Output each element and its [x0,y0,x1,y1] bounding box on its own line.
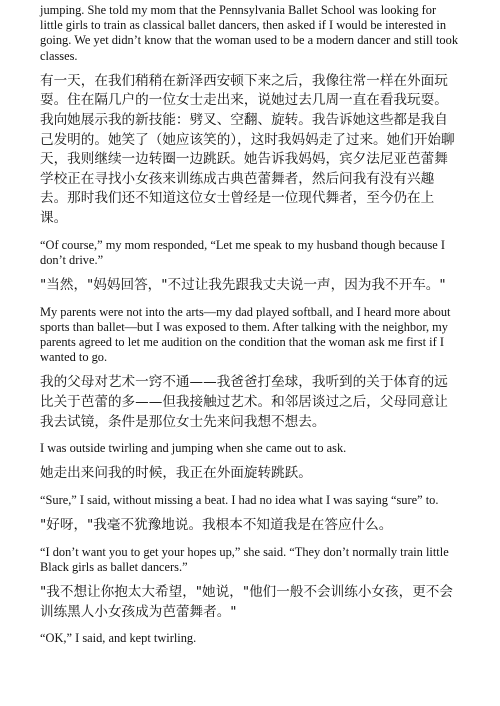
paragraph-chinese: 我的父母对艺术一窍不通——我爸爸打垒球，我听到的关于体育的远比关于芭蕾的多——但我接触过艺术。和邻居谈过之后，父母同意让我去试镜，条件是那位女士先来问我想不想去。 [40,374,448,430]
paragraph-chinese: "我不想让你抱太大希望，"她说，"他们一般不会训练小女孩，更不会训练黑人小女孩成为芭蕾舞者。" [40,584,453,620]
paragraph-chinese: "好呀，"我毫不犹豫地说。我根本不知道我是在答应什么。 [40,517,393,534]
paragraph-english: “Sure,” I said, without missing a beat. I had no idea what I was saying “sure” to. [40,492,439,507]
paragraph-english: My parents were not into the arts—my dad played softball, and I heard more about sports than ballet—but I was exposed to them. After talking with the neighbor, my parents agreed to let me audition on the condition that the woman ask me first if I wanted to go. [40,304,451,365]
paragraph-chinese: "当然，"妈妈回答，"不过让我先跟我丈夫说一声，因为我不开车。" [40,276,446,293]
paragraph-chinese: 有一天，在我们稍稍在新泽西安顿下来之后，我像往常一样在外面玩耍。住在隔几户的一位女士走出来，说她过去几周一直在看我玩耍。我向她展示我的新技能：劈叉、空翻、旋转。我告诉她这些都是我自己发明的。她笑了（她应该笑的），这时我妈妈走了过来。她们开始聊天，我则继续一边转圈一边跳跃。她告诉我妈妈，宾夕法尼亚芭蕾舞学校正在寻找小女孩来训练成古典芭蕾舞者，然后问我有没有兴趣去。那时我们还不知道这位女士曾经是一位现代舞者，至今仍在上课。 [40,72,455,226]
paragraph-english: “I don’t want you to get your hopes up,” she said. “They don’t normally train little Black girls as ballet dancers.” [40,544,449,574]
paragraph-chinese: 她走出来问我的时候，我正在外面旋转跳跃。 [40,465,312,482]
paragraph-english: “OK,” I said, and kept twirling. [40,631,197,646]
paragraph-english: jumping. She told my mom that the Pennsylvania Ballet School was looking for little girls to train as classical ballet dancers, then asked if I would be interested in going. We yet didn’t know that the woman used to be a modern dancer and still took classes. [40,3,459,63]
paragraph-english: I was outside twirling and jumping when she came out to ask. [40,441,347,456]
paragraph-english: “Of course,” my mom responded, “Let me speak to my husband though because I don’t drive.” [40,237,445,267]
